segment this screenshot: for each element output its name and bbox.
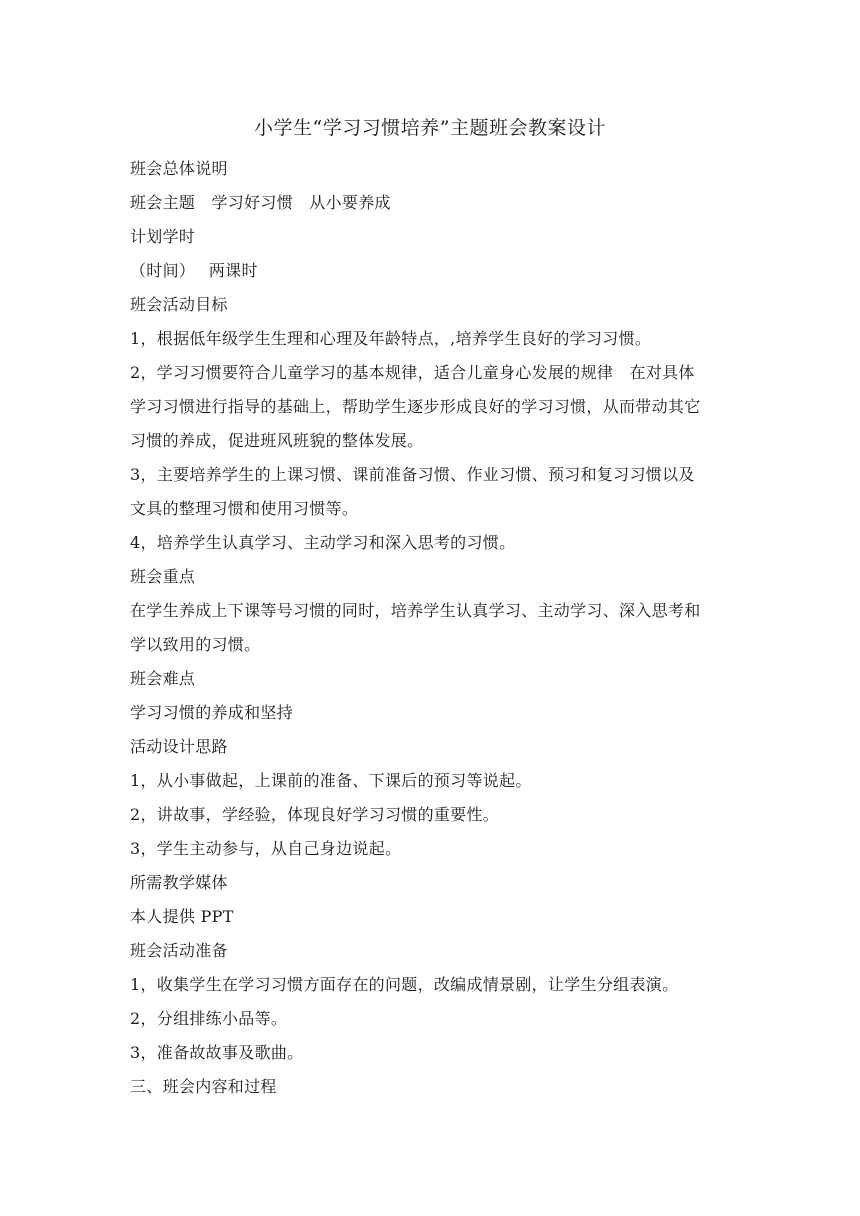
text-line: 1，收集学生在学习习惯方面存在的问题，改编成情景剧，让学生分组表演。	[130, 975, 679, 994]
text-line: 3，学生主动参与，从自己身边说起。	[130, 839, 402, 858]
text-line: 班会难点	[130, 669, 196, 688]
text-line: 班会活动目标	[130, 295, 228, 314]
text-line: 2，学习习惯要符合儿童学习的基本规律，适合儿童身心发展的规律 在对具体	[130, 363, 695, 382]
document-body	[130, 152, 740, 1104]
text-line: 习惯的养成，促进班风班貌的整体发展。	[130, 431, 424, 450]
text-line: 2，分组排练小品等。	[130, 1009, 288, 1028]
text-line: 班会主题 学习好习惯 从小要养成	[130, 193, 391, 212]
text-line: 学习习惯的养成和坚持	[130, 703, 294, 722]
text-line: 学以致用的习惯。	[130, 635, 261, 654]
text-line: 班会重点	[130, 567, 196, 586]
text-line: 学习习惯进行指导的基础上，帮助学生逐步形成良好的学习习惯，从而带动其它	[130, 397, 701, 416]
document-title: 小学生“学习习惯培养”主题班会教案设计	[254, 117, 606, 139]
text-line: 活动设计思路	[130, 737, 228, 756]
text-line: 文具的整理习惯和使用习惯等。	[130, 499, 359, 518]
text-line: （时间） 两课时	[130, 261, 258, 280]
text-line: 1，根据低年级学生生理和心理及年龄特点，,培养学生良好的学习习惯。	[130, 329, 652, 348]
text-line: 所需教学媒体	[130, 873, 228, 892]
text-line: 在学生养成上下课等号习惯的同时，培养学生认真学习、主动学习、深入思考和	[130, 601, 701, 620]
text-line: 计划学时	[130, 227, 196, 246]
text-line: 班会总体说明	[130, 159, 228, 178]
text-line: 三、班会内容和过程	[130, 1077, 277, 1096]
text-line: 2，讲故事，学经验，体现良好学习习惯的重要性。	[130, 805, 500, 824]
text-line: 3，准备故故事及歌曲。	[130, 1043, 304, 1062]
text-line: 4，培养学生认真学习、主动学习和深入思考的习惯。	[130, 533, 516, 552]
text-line: 1，从小事做起，上课前的准备、下课后的预习等说起。	[130, 771, 532, 790]
text-line: 班会活动准备	[130, 941, 228, 960]
text-line: 3，主要培养学生的上课习惯、课前准备习惯、作业习惯、预习和复习习惯以及	[130, 465, 695, 484]
text-line: 本人提供 PPT	[130, 907, 234, 926]
